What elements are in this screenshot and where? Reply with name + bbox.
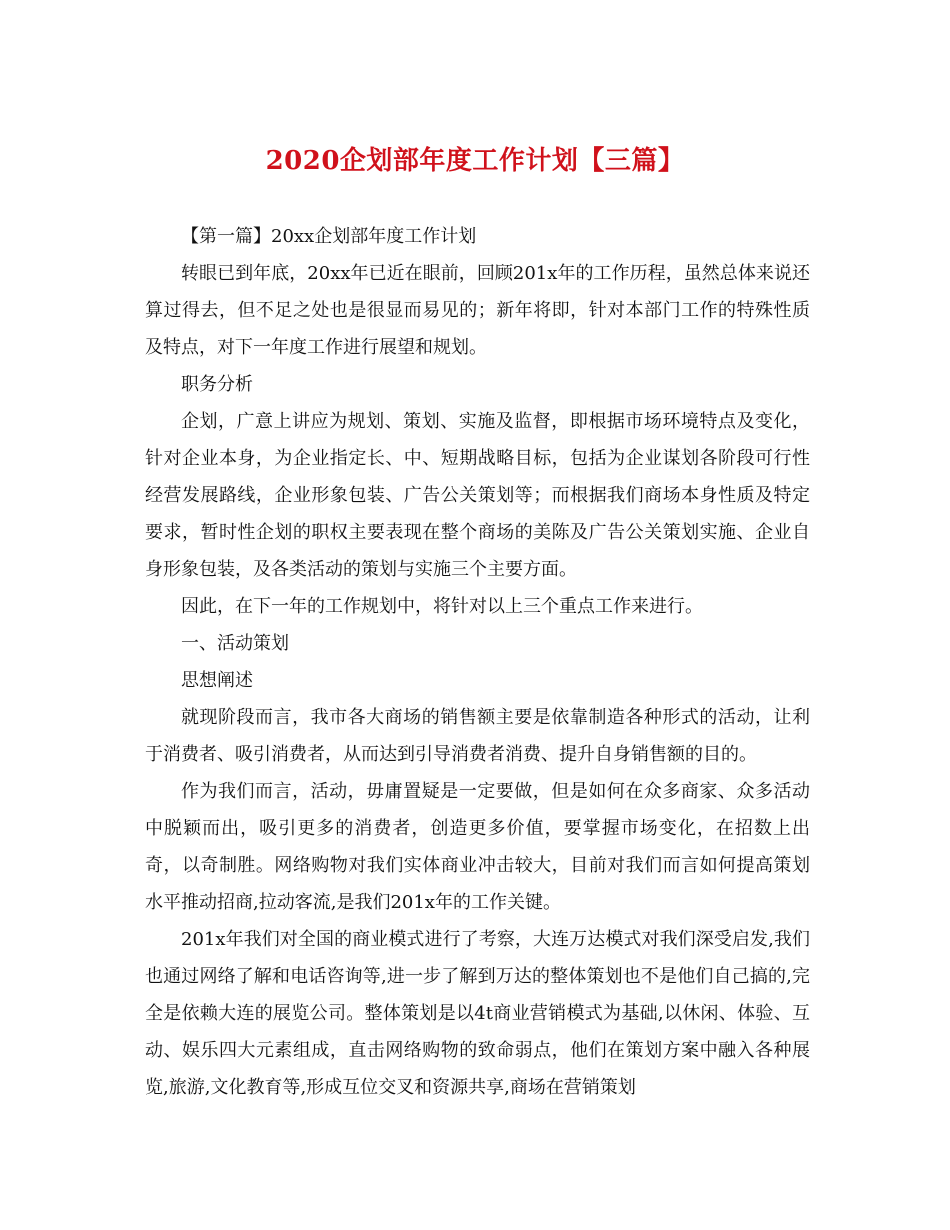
section-heading-activity-planning: 一、活动策划 xyxy=(181,633,289,654)
section-heading-job-analysis: 职务分析 xyxy=(181,374,253,395)
body-paragraph-current-stage: 就现阶段而言，我市各大商场的销售额主要是依靠制造各种形式的活动，让利于消费者、吸引消费者，从而达到引导消费者消费、提升自身销售额的目的。 xyxy=(145,707,810,765)
section-heading-thought: 思想阐述 xyxy=(181,670,253,691)
document-title: 2020企划部年度工作计划【三篇】 xyxy=(265,146,685,176)
body-paragraph-intro: 转眼已到年底，20xx年已近在眼前，回顾201x年的工作历程，虽然总体来说还算过得去，但不足之处也是很显而易见的；新年将即，针对本部门工作的特殊性质及特点，对下一年度工作进行展望和规划。 xyxy=(145,263,810,358)
body-paragraph-therefore: 因此，在下一年的工作规划中，将针对以上三个重点工作来进行。 xyxy=(181,596,703,617)
body-paragraph-for-us: 作为我们而言，活动，毋庸置疑是一定要做，但是如何在众多商家、众多活动中脱颖而出，吸引更多的消费者，创造更多价值，要掌握市场变化，在招数上出奇，以奇制胜。网络购物对我们实体商业冲击较大，目前对我们而言如何提高策划水平推动招商,拉动客流,是我们201x年的工作关键。 xyxy=(145,781,810,913)
body-paragraph-investigation: 201x年我们对全国的商业模式进行了考察，大连万达模式对我们深受启发,我们也通过网络了解和电话咨询等,进一步了解到万达的整体策划也不是他们自己搞的,完全是依赖大连的展览公司。整体策划是以4t商业营销模式为基础,以休闲、体验、互动、娱乐四大元素组成，直击网络购物的致命弱点，他们在策划方案中融入各种展览,旅游,文化教育等,形成互位交叉和资源共享,商场在营销策划 xyxy=(145,929,810,1098)
section-heading-first: 【第一篇】20xx企划部年度工作计划 xyxy=(181,226,477,247)
document-body xyxy=(145,218,810,1106)
body-paragraph-planning-definition: 企划，广意上讲应为规划、策划、实施及监督，即根据市场环境特点及变化，针对企业本身，为企业指定长、中、短期战略目标，包括为企业谋划各阶段可行性经营发展路线，企业形象包装、广告公关策划等；而根据我们商场本身性质及特定要求，暂时性企划的职权主要表现在整个商场的美陈及广告公关策划实施、企业自身形象包装，及各类活动的策划与实施三个主要方面。 xyxy=(145,411,810,580)
